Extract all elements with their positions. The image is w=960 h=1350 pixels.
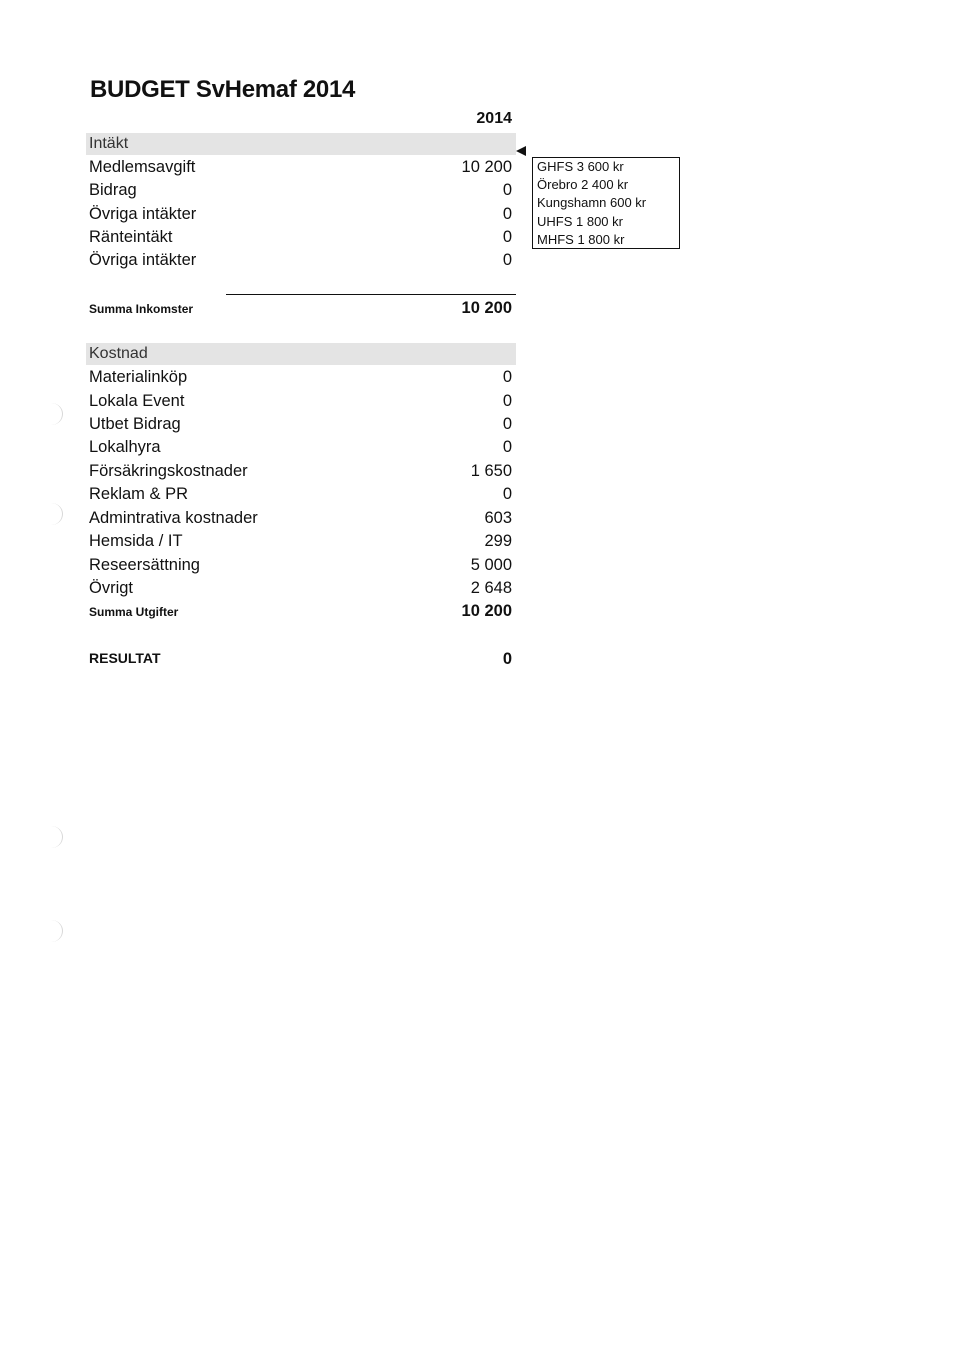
income-row-label: Bidrag bbox=[89, 181, 137, 199]
expense-row-value: 1 650 bbox=[470, 462, 512, 480]
income-total-value: 10 200 bbox=[461, 299, 512, 317]
page-title: BUDGET SvHemaf 2014 bbox=[90, 76, 356, 103]
expense-row-label: Hemsida / IT bbox=[89, 532, 183, 550]
note-line: Kungshamn 600 kr bbox=[537, 195, 647, 211]
income-row-label: Övriga intäkter bbox=[89, 251, 197, 269]
income-row-value: 0 bbox=[502, 251, 512, 269]
income-row-value: 0 bbox=[502, 181, 512, 199]
note-line: Örebro 2 400 kr bbox=[537, 177, 629, 193]
expense-row-value: 0 bbox=[502, 485, 512, 503]
note-box bbox=[532, 157, 680, 249]
income-section-label: Intäkt bbox=[89, 135, 129, 152]
income-row-label: Övriga intäkter bbox=[89, 205, 197, 223]
income-row-value: 10 200 bbox=[461, 158, 512, 176]
note-line: GHFS 3 600 kr bbox=[537, 159, 624, 174]
expense-row-value: 2 648 bbox=[470, 579, 512, 597]
expense-row-value: 0 bbox=[502, 415, 512, 433]
result-label: RESULTAT bbox=[89, 650, 161, 666]
expense-total-value: 10 200 bbox=[461, 602, 512, 620]
expense-row-value: 299 bbox=[484, 532, 512, 550]
expense-row-label: Admintrativa kostnader bbox=[89, 509, 258, 527]
expense-row-label: Övrigt bbox=[89, 579, 134, 597]
expense-row-value: 0 bbox=[502, 392, 512, 410]
expense-row-value: 0 bbox=[502, 368, 512, 386]
expense-row-label: Reseersättning bbox=[89, 556, 200, 574]
expense-row-label: Utbet Bidrag bbox=[89, 415, 181, 433]
punch-hole-mark bbox=[40, 403, 63, 425]
expense-row-value: 0 bbox=[502, 438, 512, 456]
expense-row-label: Reklam & PR bbox=[89, 485, 189, 503]
expense-row-value: 603 bbox=[484, 509, 512, 527]
result-value: 0 bbox=[502, 650, 512, 668]
punch-hole-mark bbox=[40, 826, 63, 848]
expense-row-value: 5 000 bbox=[470, 556, 512, 574]
income-row-label: Ränteintäkt bbox=[89, 228, 173, 246]
income-total-label: Summa Inkomster bbox=[89, 302, 194, 316]
note-line: MHFS 1 800 kr bbox=[537, 231, 625, 247]
income-row-label: Medlemsavgift bbox=[89, 158, 196, 176]
note-arrow-icon bbox=[516, 146, 526, 156]
expense-section-band bbox=[86, 343, 516, 365]
expense-section-label: Kostnad bbox=[89, 345, 148, 362]
expense-row-label: Lokala Event bbox=[89, 392, 185, 410]
expense-row-label: Materialinköp bbox=[89, 368, 188, 386]
income-total-rule bbox=[226, 294, 516, 295]
income-row-value: 0 bbox=[502, 205, 512, 223]
income-row-value: 0 bbox=[502, 228, 512, 246]
expense-total-label: Summa Utgifter bbox=[89, 605, 179, 619]
income-section-band bbox=[86, 133, 516, 155]
year-column-header: 2014 bbox=[476, 110, 512, 127]
punch-hole-mark bbox=[40, 920, 63, 942]
note-line: UHFS 1 800 kr bbox=[537, 213, 623, 229]
expense-row-label: Lokalhyra bbox=[89, 438, 161, 456]
expense-row-label: Försäkringskostnader bbox=[89, 462, 248, 480]
punch-hole-mark bbox=[40, 503, 63, 525]
